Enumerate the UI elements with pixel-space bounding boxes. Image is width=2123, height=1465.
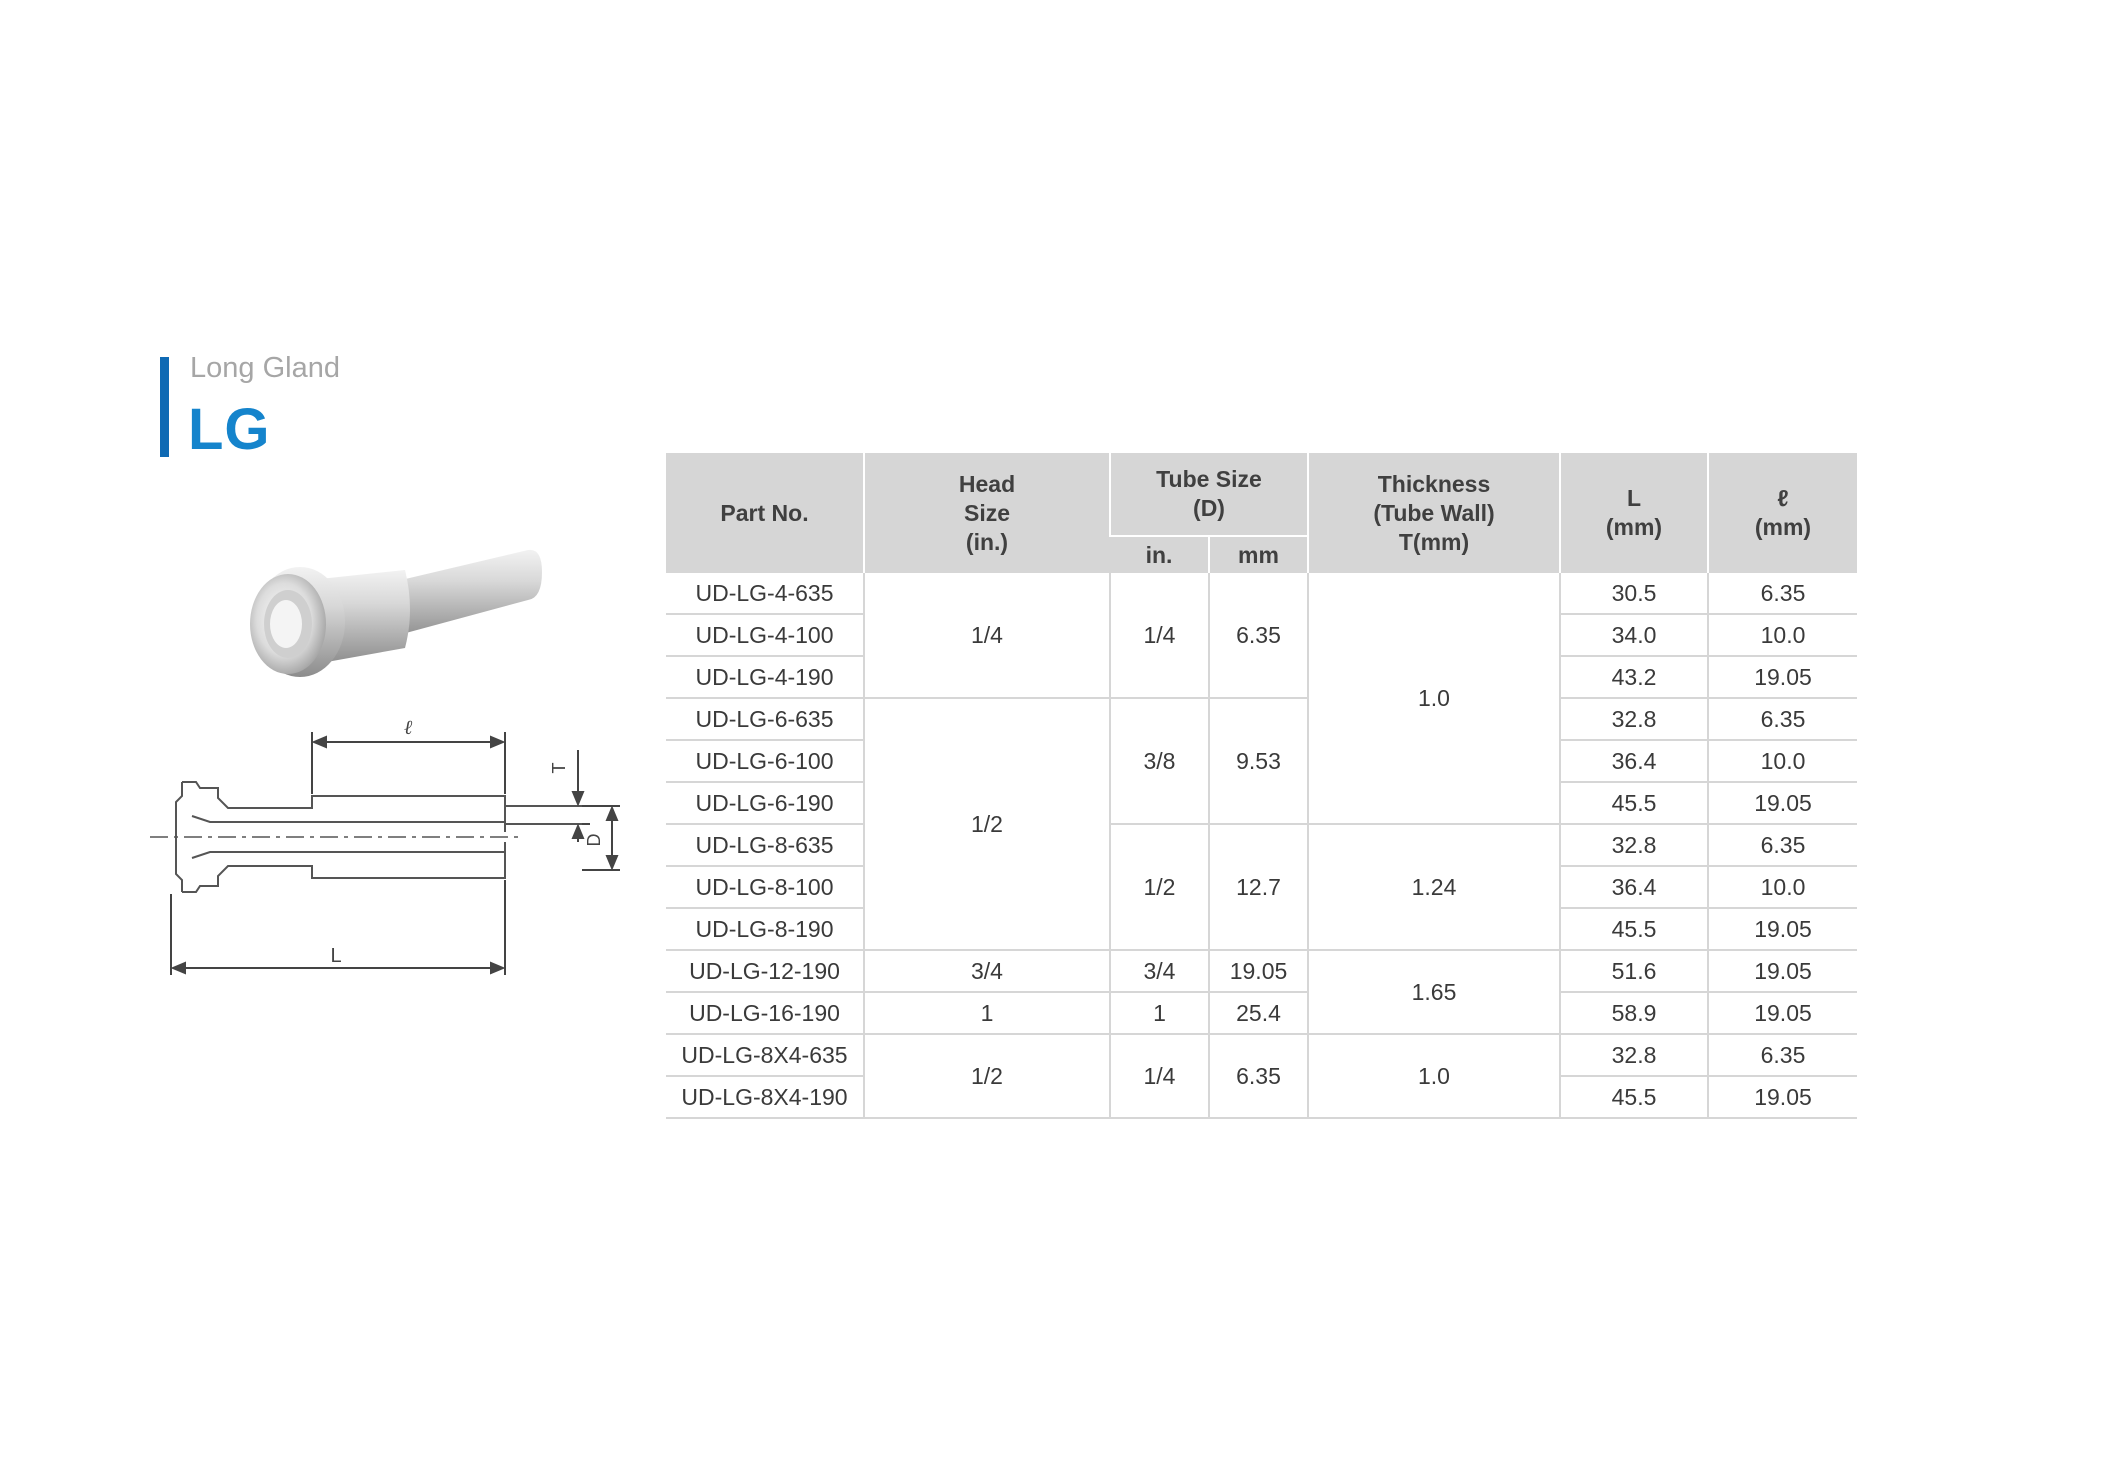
cell-part-no: UD-LG-8X4-635	[666, 1034, 864, 1076]
specification-table	[666, 453, 1857, 1119]
cell-part-no: UD-LG-8-190	[666, 908, 864, 950]
title-accent-bar	[160, 357, 169, 457]
col-header-tube-size: Tube Size (D)	[1110, 453, 1308, 536]
cell-part-no: UD-LG-16-190	[666, 992, 864, 1034]
col-header-thickness: Thickness (Tube Wall) T(mm)	[1308, 453, 1560, 573]
cell-ell: 10.0	[1708, 740, 1857, 782]
cell-l: 58.9	[1560, 992, 1708, 1034]
cell-ell: 19.05	[1708, 992, 1857, 1034]
cell-part-no: UD-LG-8-100	[666, 866, 864, 908]
table-row	[666, 1034, 1857, 1076]
dimension-d-label: D	[584, 833, 604, 847]
cell-l: 32.8	[1560, 698, 1708, 740]
cell-head-size: 1/2	[864, 1034, 1110, 1118]
cell-l: 30.5	[1560, 573, 1708, 614]
dimension-t-label: T	[549, 762, 569, 774]
cell-part-no: UD-LG-6-635	[666, 698, 864, 740]
dimension-l-label: L	[330, 945, 342, 967]
cell-tube-in: 3/4	[1110, 950, 1209, 992]
table-row	[666, 573, 1857, 614]
col-header-part-no: Part No.	[666, 453, 864, 573]
dimension-ell-label: ℓ	[403, 715, 413, 739]
cell-head-size: 3/4	[864, 950, 1110, 992]
cell-l: 45.5	[1560, 782, 1708, 824]
cell-ell: 19.05	[1708, 1076, 1857, 1118]
table-row	[666, 950, 1857, 992]
cell-head-size: 1/4	[864, 573, 1110, 698]
cell-part-no: UD-LG-6-100	[666, 740, 864, 782]
dimension-t	[573, 750, 590, 842]
cell-head-size: 1	[864, 992, 1110, 1034]
cell-ell: 10.0	[1708, 614, 1857, 656]
cell-thickness: 1.0	[1308, 1034, 1560, 1118]
cell-tube-in: 3/8	[1110, 698, 1209, 824]
cell-thickness: 1.0	[1308, 573, 1560, 824]
cell-tube-mm: 12.7	[1209, 824, 1308, 950]
cell-ell: 6.35	[1708, 1034, 1857, 1076]
cell-thickness: 1.65	[1308, 950, 1560, 1034]
cell-ell: 19.05	[1708, 908, 1857, 950]
cell-l: 34.0	[1560, 614, 1708, 656]
cell-part-no: UD-LG-6-190	[666, 782, 864, 824]
cell-l: 32.8	[1560, 824, 1708, 866]
col-header-tube-mm: mm	[1209, 536, 1308, 573]
cell-l: 32.8	[1560, 1034, 1708, 1076]
cell-ell: 6.35	[1708, 698, 1857, 740]
cell-tube-in: 1	[1110, 992, 1209, 1034]
dimension-ell	[312, 732, 505, 794]
cell-tube-in: 1/2	[1110, 824, 1209, 950]
cell-ell: 19.05	[1708, 950, 1857, 992]
col-header-head-size: Head Size (in.)	[864, 453, 1110, 573]
cell-l: 45.5	[1560, 908, 1708, 950]
cell-tube-in: 1/4	[1110, 573, 1209, 698]
cell-part-no: UD-LG-12-190	[666, 950, 864, 992]
product-photo	[230, 540, 550, 690]
cell-tube-mm: 25.4	[1209, 992, 1308, 1034]
cell-ell: 6.35	[1708, 824, 1857, 866]
cell-l: 43.2	[1560, 656, 1708, 698]
col-header-l: L (mm)	[1560, 453, 1708, 573]
cell-tube-mm: 9.53	[1209, 698, 1308, 824]
cell-part-no: UD-LG-4-635	[666, 573, 864, 614]
table-row	[666, 992, 1857, 1034]
cell-ell: 10.0	[1708, 866, 1857, 908]
gland-body	[250, 550, 542, 677]
cell-part-no: UD-LG-8X4-190	[666, 1076, 864, 1118]
cell-l: 36.4	[1560, 740, 1708, 782]
cell-thickness: 1.24	[1308, 824, 1560, 950]
cell-ell: 6.35	[1708, 573, 1857, 614]
cell-l: 51.6	[1560, 950, 1708, 992]
cell-tube-mm: 19.05	[1209, 950, 1308, 992]
product-title: LG	[188, 397, 271, 462]
product-subtitle: Long Gland	[190, 352, 340, 384]
table-row	[666, 698, 1857, 740]
cell-part-no: UD-LG-4-190	[666, 656, 864, 698]
cell-ell: 19.05	[1708, 656, 1857, 698]
cell-tube-mm: 6.35	[1209, 1034, 1308, 1118]
cell-part-no: UD-LG-4-100	[666, 614, 864, 656]
cell-ell: 19.05	[1708, 782, 1857, 824]
cell-part-no: UD-LG-8-635	[666, 824, 864, 866]
cell-l: 36.4	[1560, 866, 1708, 908]
cell-l: 45.5	[1560, 1076, 1708, 1118]
cell-tube-mm: 6.35	[1209, 573, 1308, 698]
cell-tube-in: 1/4	[1110, 1034, 1209, 1118]
cell-head-size: 1/2	[864, 698, 1110, 950]
col-header-tube-in: in.	[1110, 536, 1209, 573]
table-row	[666, 824, 1857, 866]
col-header-ell: ℓ (mm)	[1708, 453, 1857, 573]
dimension-drawing	[140, 710, 630, 985]
